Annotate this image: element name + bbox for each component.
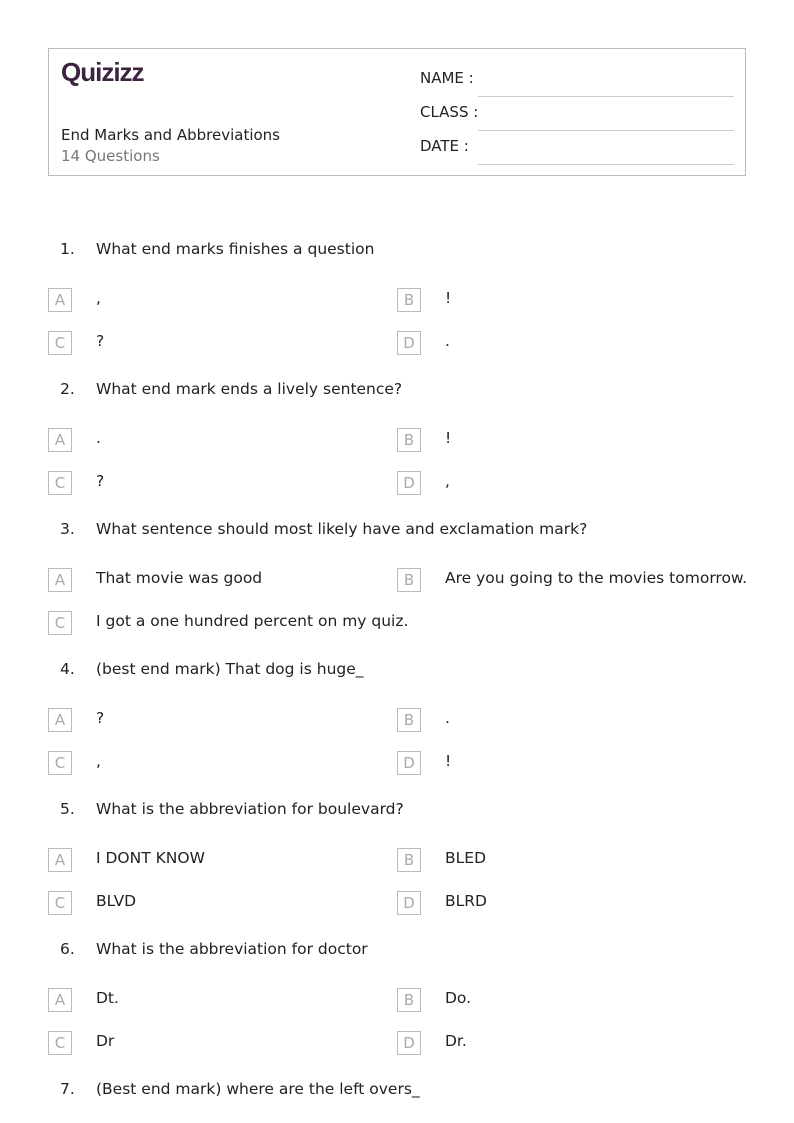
question-item	[0, 660, 794, 800]
answer-option[interactable]	[48, 331, 388, 355]
option-text: Dt.	[96, 989, 119, 1007]
option-text: .	[445, 332, 450, 350]
option-text: I DONT KNOW	[96, 849, 205, 867]
answer-option[interactable]	[48, 288, 388, 312]
option-letter-box: C	[48, 611, 72, 635]
option-letter-box: A	[48, 848, 72, 872]
option-text: BLRD	[445, 892, 487, 910]
answer-option[interactable]	[397, 428, 737, 452]
question-text: (best end mark) That dog is huge_	[96, 660, 364, 678]
class-label: CLASS :	[420, 103, 479, 121]
answer-option[interactable]	[48, 428, 388, 452]
answer-option[interactable]	[48, 891, 388, 915]
question-count: 14 Questions	[61, 147, 160, 165]
answer-option[interactable]	[48, 751, 388, 775]
worksheet-title: End Marks and Abbreviations	[61, 126, 280, 144]
answer-option[interactable]	[397, 708, 737, 732]
option-text: ,	[96, 752, 101, 770]
question-text: (Best end mark) where are the left overs_	[96, 1080, 420, 1098]
question-item	[0, 240, 794, 380]
option-text: BLVD	[96, 892, 137, 910]
name-label: NAME :	[420, 69, 474, 87]
option-text: ?	[96, 472, 105, 490]
question-text: What end marks finishes a question	[96, 240, 375, 258]
option-text: Are you going to the movies tomorrow.	[445, 569, 748, 587]
answer-option[interactable]	[48, 708, 388, 732]
answer-option[interactable]	[397, 471, 737, 495]
option-text: ,	[445, 472, 450, 490]
option-text: .	[445, 709, 450, 727]
question-text: What end mark ends a lively sentence?	[96, 380, 403, 398]
option-letter-box: D	[397, 471, 421, 495]
option-letter-box: A	[48, 288, 72, 312]
option-text: I got a one hundred percent on my quiz.	[96, 612, 409, 630]
option-letter-box: D	[397, 331, 421, 355]
question-item	[0, 380, 794, 520]
option-text: Dr	[96, 1032, 115, 1050]
option-text: !	[445, 752, 452, 770]
question-item	[0, 1080, 794, 1106]
option-text: Do.	[445, 989, 472, 1007]
option-letter-box: A	[48, 428, 72, 452]
option-text: ,	[96, 289, 101, 307]
date-label: DATE :	[420, 137, 469, 155]
option-letter-box: D	[397, 891, 421, 915]
option-letter-box: B	[397, 288, 421, 312]
option-text: !	[445, 289, 452, 307]
answer-option[interactable]	[48, 848, 388, 872]
option-letter-box: B	[397, 988, 421, 1012]
question-item	[0, 520, 794, 660]
option-text: .	[96, 429, 101, 447]
option-letter-box: C	[48, 891, 72, 915]
option-letter-box: D	[397, 1031, 421, 1055]
option-letter-box: B	[397, 708, 421, 732]
option-text: ?	[96, 709, 105, 727]
question-number: 1.	[60, 240, 75, 258]
answer-option[interactable]	[397, 331, 737, 355]
option-text: ?	[96, 332, 105, 350]
question-text: What is the abbreviation for doctor	[96, 940, 368, 958]
question-number: 3.	[60, 520, 75, 538]
question-number: 4.	[60, 660, 75, 678]
option-letter-box: C	[48, 751, 72, 775]
option-letter-box: B	[397, 428, 421, 452]
answer-option[interactable]	[397, 988, 737, 1012]
answer-option[interactable]	[48, 1031, 388, 1055]
option-text: That movie was good	[96, 569, 263, 587]
question-number: 6.	[60, 940, 75, 958]
option-letter-box: A	[48, 568, 72, 592]
question-text: What sentence should most likely have and exclamation mark?	[96, 520, 588, 538]
answer-option[interactable]	[48, 471, 388, 495]
option-text: BLED	[445, 849, 486, 867]
answer-option[interactable]	[397, 751, 737, 775]
answer-option[interactable]	[397, 1031, 737, 1055]
answer-option[interactable]	[48, 611, 409, 635]
answer-option[interactable]	[397, 568, 748, 592]
option-letter-box: A	[48, 988, 72, 1012]
question-number: 2.	[60, 380, 75, 398]
question-number: 7.	[60, 1080, 75, 1098]
option-letter-box: B	[397, 848, 421, 872]
question-item	[0, 800, 794, 940]
answer-option[interactable]	[48, 568, 388, 592]
answer-option[interactable]	[397, 848, 737, 872]
option-letter-box: D	[397, 751, 421, 775]
option-text: Dr.	[445, 1032, 467, 1050]
quizizz-logo: Quizizz	[61, 57, 144, 87]
option-letter-box: C	[48, 331, 72, 355]
option-text: !	[445, 429, 452, 447]
option-letter-box: C	[48, 1031, 72, 1055]
answer-option[interactable]	[397, 891, 737, 915]
question-number: 5.	[60, 800, 75, 818]
option-letter-box: A	[48, 708, 72, 732]
question-item	[0, 940, 794, 1080]
option-letter-box: C	[48, 471, 72, 495]
option-letter-box: B	[397, 568, 421, 592]
question-text: What is the abbreviation for boulevard?	[96, 800, 404, 818]
answer-option[interactable]	[397, 288, 737, 312]
answer-option[interactable]	[48, 988, 388, 1012]
